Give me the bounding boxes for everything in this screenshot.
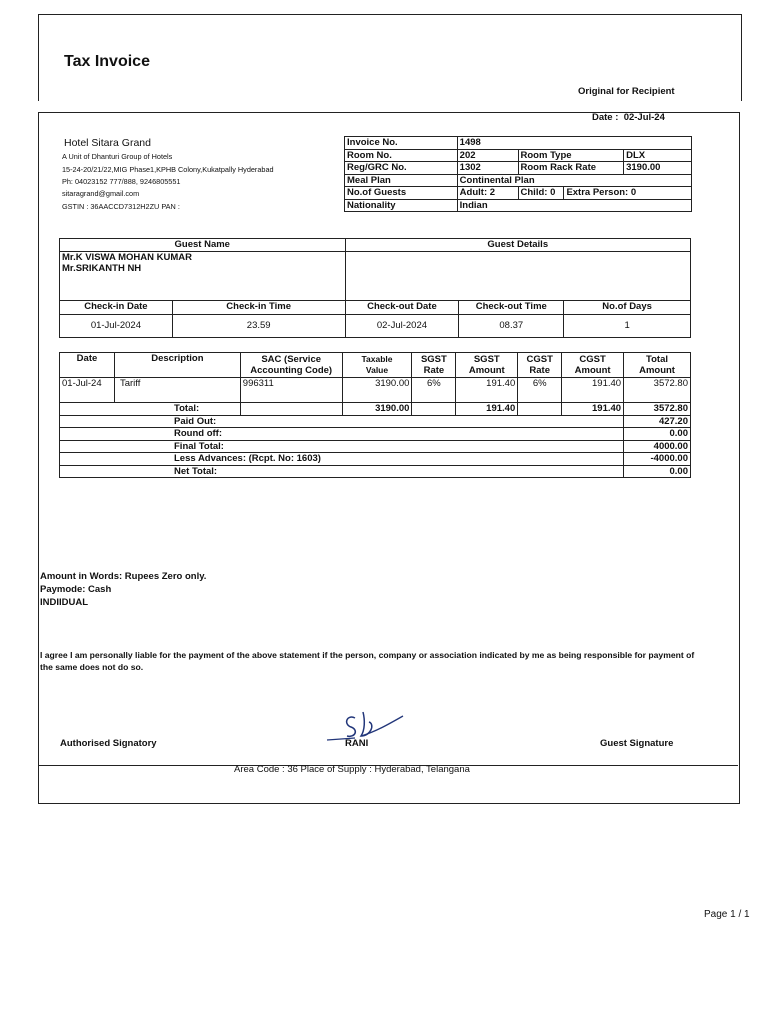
checkout-date: 02-Jul-2024 [345, 314, 459, 337]
table-row [345, 187, 692, 200]
row-description: Tariff [114, 378, 240, 403]
header-date: Date [60, 353, 115, 378]
checkout-time: 08.37 [459, 314, 564, 337]
guest-name-2: Mr.SRIKANTH NH [62, 263, 142, 274]
guests-label: No.of Guests [345, 187, 458, 200]
hotel-email: sitaragrand@gmail.com [62, 189, 140, 198]
room-type-label: Room Type [518, 149, 624, 162]
header-taxable-line1: Taxable [361, 353, 393, 364]
hotel-name: Hotel Sitara Grand [64, 137, 151, 149]
row-sgst-rate: 6% [412, 378, 456, 403]
header-sac-line2: Accounting Code) [250, 365, 333, 376]
header-cgst-amount-line2: Amount [574, 365, 611, 376]
meal-plan: Continental Plan [457, 174, 691, 187]
checkout-time-label: Check-out Time [459, 300, 564, 314]
authorised-signatory: Authorised Signatory [60, 738, 157, 749]
header-total-line1: Total [646, 353, 669, 365]
agreement-text: I agree I am personally liable for the payment of the above statement if the person, company or association indicated by me as being responsible for payment of the same does not do so. [40, 650, 695, 672]
guest-name-header: Guest Name [60, 239, 346, 252]
total-taxable: 3190.00 [342, 403, 412, 416]
header-description: Description [114, 353, 240, 378]
hotel-address: 15-24-20/21/22,MIG Phase1,KPHB Colony,Kukatpally Hyderabad [62, 165, 274, 174]
round-off: 0.00 [624, 428, 691, 441]
total-cgst-rate-blank [518, 403, 562, 416]
table-row [345, 162, 692, 175]
meal-plan-label: Meal Plan [345, 174, 458, 187]
invoice-date [592, 112, 665, 123]
invoice-no: 1498 [457, 137, 691, 150]
header-total [624, 353, 691, 378]
table-row [60, 353, 691, 378]
child-count: Child: 0 [518, 187, 564, 200]
header-cgst-rate [518, 353, 562, 378]
table-row [60, 300, 691, 314]
round-off-label: Round off: [60, 428, 624, 441]
header-cgst-rate-line2: Rate [529, 365, 550, 376]
total-sac-blank [240, 403, 342, 416]
individual-label: INDIIDUAL [40, 597, 89, 608]
table-row [60, 251, 691, 300]
row-sac: 996311 [240, 378, 342, 403]
days-label: No.of Days [564, 300, 691, 314]
advances-label: Less Advances: (Rcpt. No: 1603) [60, 453, 624, 466]
table-row [60, 465, 691, 478]
advances: -4000.00 [624, 453, 691, 466]
paid-out-label: Paid Out: [60, 415, 624, 428]
checkout-date-label: Check-out Date [345, 300, 459, 314]
table-row [60, 453, 691, 466]
amount-in-words: Amount in Words: Rupees Zero only. [40, 571, 207, 582]
header-taxable [342, 353, 412, 378]
checkin-time: 23.59 [172, 314, 345, 337]
table-row [60, 403, 691, 416]
header-sac-line1: SAC (Service [261, 353, 322, 365]
checkin-date-label: Check-in Date [60, 300, 173, 314]
table-row [60, 239, 691, 252]
header-total-line2: Amount [639, 365, 675, 376]
guest-details-header: Guest Details [345, 239, 690, 252]
header-cgst-amount-line1: CGST [579, 353, 606, 365]
total-amount: 3572.80 [624, 403, 691, 416]
guest-names [60, 251, 346, 300]
header-cgst-amount [562, 353, 624, 378]
table-row [60, 440, 691, 453]
room-no-label: Room No. [345, 149, 458, 162]
date-value: 02-Jul-24 [623, 112, 665, 123]
date-label: Date : [592, 112, 619, 123]
row-cgst-rate: 6% [518, 378, 562, 403]
table-row [60, 415, 691, 428]
room-no: 202 [457, 149, 518, 162]
page-title: Tax Invoice [64, 53, 150, 70]
total-label: Total: [60, 403, 241, 416]
guest-signature: Guest Signature [600, 738, 674, 749]
row-cgst-amount: 191.40 [562, 378, 624, 403]
row-date: 01-Jul-24 [60, 378, 115, 403]
reg-label: Reg/GRC No. [345, 162, 458, 175]
guest-table [59, 238, 691, 338]
net-total: 0.00 [624, 465, 691, 478]
table-row [345, 199, 692, 212]
original-label: Original for Recipient [578, 86, 675, 97]
bill-table [59, 352, 691, 478]
hotel-gstin: GSTIN : 36AACCD7312H2ZU PAN : [62, 202, 180, 211]
invoice-info-table [344, 136, 692, 212]
adult-count: Adult: 2 [457, 187, 518, 200]
final-total: 4000.00 [624, 440, 691, 453]
table-row [345, 174, 692, 187]
guest-details [345, 251, 690, 300]
header-sgst-rate-line2: Rate [423, 365, 445, 376]
table-row [60, 314, 691, 337]
checkin-date: 01-Jul-2024 [60, 314, 173, 337]
header-sgst-amount-line2: Amount [468, 365, 505, 376]
table-row [345, 137, 692, 150]
table-row [60, 378, 691, 403]
extra-person: Extra Person: 0 [564, 187, 692, 200]
signatory-name: RANI [345, 738, 369, 749]
table-row [345, 149, 692, 162]
reg-no: 1302 [457, 162, 518, 175]
header-cgst-rate-line1: CGST [526, 353, 553, 365]
invoice-no-label: Invoice No. [345, 137, 458, 150]
header-sgst-rate [412, 353, 456, 378]
rack-rate: 3190.00 [624, 162, 692, 175]
hotel-unit: A Unit of Dhanturi Group of Hotels [62, 152, 173, 161]
header-sac [240, 353, 342, 378]
row-total: 3572.80 [624, 378, 691, 403]
paid-out: 427.20 [624, 415, 691, 428]
area-code: Area Code : 36 Place of Supply : Hyderabad, Telangana [234, 764, 470, 775]
room-type: DLX [624, 149, 692, 162]
paymode: Paymode: Cash [40, 584, 112, 595]
total-cgst: 191.40 [562, 403, 624, 416]
net-total-label: Net Total: [60, 465, 624, 478]
header-sgst-rate-line1: SGST [420, 353, 447, 365]
guest-name-1: Mr.K VISWA MOHAN KUMAR [62, 251, 193, 263]
nationality: Indian [457, 199, 691, 212]
total-sgst-rate-blank [412, 403, 456, 416]
page-number: Page 1 / 1 [704, 909, 750, 920]
row-taxable: 3190.00 [342, 378, 412, 403]
header-sgst-amount [456, 353, 518, 378]
days: 1 [564, 314, 691, 337]
header-taxable-line2: Value [365, 365, 389, 375]
total-sgst: 191.40 [456, 403, 518, 416]
header-sgst-amount-line1: SGST [473, 353, 500, 365]
hotel-phone: Ph: 04023152 777/888, 9246805551 [62, 177, 181, 186]
table-row [60, 428, 691, 441]
row-sgst-amount: 191.40 [456, 378, 518, 403]
rack-rate-label: Room Rack Rate [518, 162, 624, 175]
nationality-label: Nationality [345, 199, 458, 212]
checkin-time-label: Check-in Time [172, 300, 345, 314]
final-total-label: Final Total: [60, 440, 624, 453]
